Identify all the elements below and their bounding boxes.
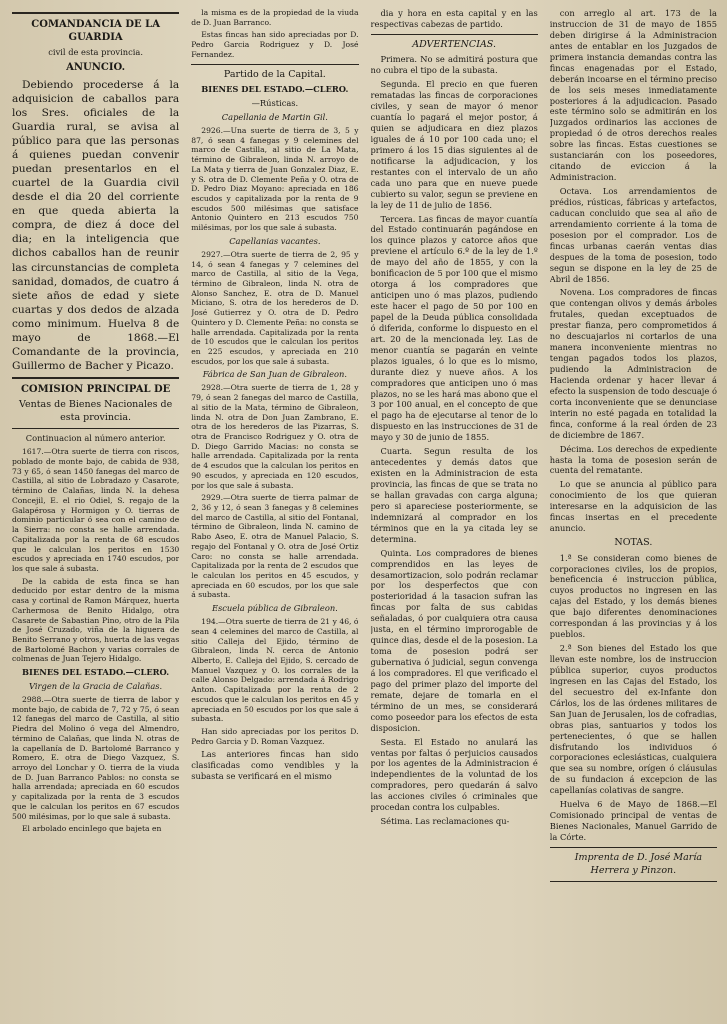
fabrica-title: Fábrica de San Juan de Gibraleon. [202, 369, 348, 380]
final-note: Las anteriores fincas han sido clasificadas como vendibles y la subasta se verificará en el mismo [191, 749, 359, 782]
item-2928: 2928.—Otra suerte de tierra de 1, 28 y 79, ó sean 2 fanegas del marco de Castilla, al sitio de la Mata, término de Gibraleon, linda N. otra de Don Juan Zambrano, E. otra de los herederos de las Pizarras, S. otra de Francisco Rodriguez y O. otra de D. Diego Garrido Macias: no consta se halle arrendada. Capitalizada por la renta de 4 escudos que la calculan los peritos en 90 escudos, y apreciada en 120 escudos, por los que sale á subasta. [191, 383, 359, 490]
capellania-martin-title: Capellania de Martin Gil. [221, 112, 328, 122]
advert-octava: Octava. Los arrendamientos de prédios, rústicas, fábricas y artefactos, caducan concluido que sea al año de arrendamiento corriente á la toma de posesion por el comprador. Los de fincas urbanas caerán ventas dias despues de la toma de posesion, todo segun se dispone en la ley de 25 de Abril de 1856. [549, 186, 717, 284]
comision-title: COMISION PRINCIPAL DE [20, 384, 171, 396]
advert-septima: Sétima. Las reclamaciones qu- [380, 816, 510, 827]
item-2926: 2926.—Una suerte de tierra de 3, 5 y 87, ó sean 4 fanegas y 9 celemines del marco de Castilla, al sitio de La Mata, término de Gibraleon, linda N. arroyo de La Mata y tierra de Juan Gonzalez Diaz, E. y S. otra de D. Clemente Peña y O. otra de D. Pedro Diaz Moyano: apreciada en 186 escudos y capitalizada por la renta de 9 escudos 500 milésimas que satisface Antonio Quintero en 213 escudos 750 milésimas, por los que sale á subasta. [191, 125, 359, 233]
item-194-note: Han sido apreciadas por los peritos D. Pedro Garcia y D. Roman Vazquez. [191, 727, 359, 746]
signature-note: Huelva 6 de Mayo de 1868.—El Comisionado principal de ventas de Bienes Nacionales, Manuel Garrido de la Córte. [549, 799, 717, 843]
advert-cuarta: Cuarta. Segun resulta de los antecedentes y demás datos que existen en la Administracion de esta provincia, las fincas de que se trata no se hallan gravadas con carga alguna; pero si apareciese posteriormente, se indemnizará al comprador en los términos que en la ya citada ley se determina. [370, 446, 538, 544]
divider [12, 377, 179, 379]
rusticas-label: —Rústicas. [251, 98, 299, 109]
continued-text: con arreglo al art. 173 de la instruccion de 31 de mayo de 1855 deben dirigirse á la Administracion antes de entablar en los Juzgados de primera instancia demandas contra las fincas enagenadas por el Estado, deberán incoarse en el término preciso de los seis meses inmediatamente posteriores á la adjudicacion. Pasado este término solo se admitirán en los Juzgados ordinarios las acciones de propiedad ó de otros derechos reales sobre las fincas. Estas cuestiones se sustanciarán con los poseedores, citando de eviccion á la Administracion. [549, 8, 717, 183]
item-2988-note: El arbolado encinIego que bajeta en [22, 824, 162, 834]
column-4 [550, 8, 717, 1018]
column-1 [12, 8, 179, 1018]
item-1617: 1617.—Otra suerte de tierra con riscos, poblado de monte bajo, de cabida de 938, 73 y 65, ó sean 1450 fanegas del marco de Castilla, al sitio de Lobradazo y Casarote, término de Calañas, linda N. la dehesa Concejil, E. el rio Odiel, S. regajo de la Galapérosa y Hormigon y O. tierras de dominio particular ó sea con el camino de la Sierra: no consta se halle arrendada. Capitalizada por la renta de 68 escudos que le calculan los peritos en 1530 escudos y apreciada en 1740 escudos, por los que sale á subasta. [12, 447, 180, 573]
advert-sexta: Sesta. El Estado no anulará las ventas por faltas ó perjuicios causados por los agentes de la Administracion é independientes de la voluntad de los compradores, pero quedarán á salvo las acciones civiles ó criminales que procedan contra los culpables. [370, 736, 538, 813]
advert-segunda: Segunda. El precio en que fueren rematadas las fincas de corporaciones civiles, y sean de mayor ó menor cuantía lo pagará el mejor postor, á quien se adjudicara en diez plazos iguales de á 10 por 100 cada uno; el primero á los 15 dias siguientes al de notificarse la adjudicacion, y los restantes con el intervalo de un año cada uno para que en nueve puede cubierto su valor, segun se previene en la ley de 11 de julio de 1856. [370, 79, 538, 210]
advert-decima: Décima. Los derechos de expediente hasta la toma de posesion serán de cuenta del rematante. [549, 443, 717, 476]
continuacion-note: Continuacion al número anterior. [25, 433, 166, 444]
escuela-title: Escuela pública de Gibraleon. [211, 603, 338, 614]
imprenta-credit: Imprenta de D. José María Herrera y Pinzon. [574, 851, 703, 876]
advert-tercera: Tercera. Las fincas de mayor cuantía del Estado continuarán pagándose en los quince plazos y catorce años que previene el artículo 6.º de la ley de 1.º de mayo del año de 1855, y con la bonificacion de 5 por 100 que el mismo otorga á los compradores que anticipen uno ó mas plazos, pudiendo este hacer el pago de 50 por 100 en papel de la Deuda pública consolidada ó diferida, conforme lo dispuesto en el art. 20 de la mencionada ley. Las de menor cuantía se pagarán en veinte plazos iguales, ó lo que es lo mismo, durante diez y nueve años. A los compradores que anticipen uno ó mas plazos, no se les hará mas abono que el 3 por 100 anual, en el concepto de que el pago ha de ejecutarse al tenor de lo dispuesto en las instrucciones de 31 de mayo y 30 de junio de 1855. [370, 213, 538, 443]
anuncio-text: Debiendo procederse á la adquisicion de caballos para los Sres. oficiales de la Guardia rural, se avisa al público para que las personas á quienes puedan convenir puedan presentarlos en el cuartel de la Guardia civil desde el dia 20 del corriente en que queda abierta la compra, de diez á doce del dia; en la inteligencia que dichos caballos han de reunir las circunstancias de completa sanidad, domados, de cuatro á siete años de edad y siete cuartas y dos dedos de alzada como minimum. Huelva 8 de mayo de 1868.—El Comandante de la provincia, Guillermo de Bacher y Picazo. [12, 78, 180, 373]
continued-text: dia y hora en esta capital y en las respectivas cabezas de partido. [370, 8, 538, 29]
anuncio-title: ANUNCIO. [66, 62, 126, 74]
divider [550, 847, 717, 848]
divider [371, 34, 538, 35]
public-notice: Lo que se anuncia al público para conocimiento de los que quieran interesarse en la adquisicion de las fincas insertas en el precedente anuncio. [549, 479, 717, 534]
capellanias-vacantes-title: Capellanias vacantes. [229, 235, 321, 246]
nota-1: 1.ª Se consideran como bienes de corporaciones civiles, los de propios, beneficencia é instruccion pública, cuyos productos no ingresen en las cajas del Estado, y los demás bienes que bajo diferentes denominaciones correspondan á las provincias y á los pueblos. [549, 552, 717, 640]
appraisers-note: Estas fincas han sido apreciadas por D. Pedro Garcia Rodriguez y D. José Fernandez. [191, 30, 359, 59]
divider [12, 12, 179, 14]
bienes-title: BIENES DEL ESTADO.—CLERO. [201, 84, 349, 95]
item-1617-note: De la cabida de esta finca se han deducido por estar dentro de la misma casa y cortinal de Ramon Márquez, huerta Carhermosa de Benito Hidalgo, otra Casarete de Sabastian Pino, otro de la Pila de José Cruzado, viña de la higuera de Benito Serrano y otros, huerta de las vegas de Bartolomé Bachon y varias corrales de colmenas de Juan Tejero Hidalgo. [12, 576, 180, 664]
comision-subtitle: Ventas de Bienes Nacionales de esta provincia. [19, 399, 173, 423]
column-2 [191, 8, 358, 1018]
advert-novena: Novena. Los compradores de fincas que contengan olivos y demás árboles frutales, quedan exceptuados de prestar fianza, pero comprometidos á no descuajarlos ni cortarlos de una manera inconveniente mientras no tengan pagados todos los plazos, pudiendo la Administracion de Hacienda ordenar y hacer llevar á efecto la suspension de todo descuaje ó corta inconveniente que se denunciase interin no esté pagada en totalidad la finca, conforme á la real órden de 23 de diciembre de 1867. [549, 287, 717, 440]
item-194: 194.—Otra suerte de tierra de 21 y 46, ó sean 4 celemines del marco de Castilla, al sitio Calleja del Ejido, término de Gibraleon, linda N. cerca de Antonio Alberto, E. Calleja del Ejido, S. cercado de Manuel Vazquez y O. los corrales de la calle Alonso Delgado: arrendada á Rodrigo Anton. Capitalizada por la renta de 2 escudos que le calculan los peritos en 45 y apreciada en 50 escudos por los que sale á subasta. [191, 617, 359, 724]
item-2988: 2988.—Otra suerte de tierra de labor y monte bajo, de cabida de 7, 72 y 75, ó sean 12 fanegas del marco de Castilla, al sitio Piedra del Molino ó vega del Almendro, término de Calañas, que linda N. otras de la capellanía de D. Bartolomé Barranco y Romero, E. otra de Diego Vazquez, S. arroyo del Lonchar y O. tierra de la viuda de D. Juan Barranco Pablos: no consta se halla arrendada; apreciada en 60 escudos y capitalizada por la renta de 3 escudos que le calculan los peritos en 67 escudos 500 milésimas, por lo que sale á subasta. [12, 695, 180, 821]
comandancia-subheading: civil de esta provincia. [48, 47, 143, 58]
divider [12, 428, 179, 429]
virgen-title: Virgen de la Gracia de Calañas. [29, 681, 163, 692]
advert-primera: Primera. No se admitirá postura que no cubra el tipo de la subasta. [370, 54, 538, 76]
item-2927: 2927.—Otra suerte de tierra de 2, 95 y 14, ó sean 4 fanegas y 7 celemines del marco de Castilla, al sitio de la Vega, término de Gibraleon, linda N. otra de Alonso Sanchez, E. otra de D. Manuel Miciano, S. otra de los herederos de D. José Gutierrez y O. otra de D. Pedro Quintero y D. Clemente Peña: no consta se halle arrendada. Capitalizada por la renta de 10 escudos que le calculan los peritos en 225 escudos, y apreciada en 210 escudos, por los que sale á subasta. [191, 249, 359, 366]
divider [550, 881, 717, 882]
advert-quinta: Quinta. Los compradores de bienes comprendidos en las leyes de desamortizacion, solo podrán reclamar por los desperfectos que con posterioridad á la tasacion sufran las fincas por falta de sus cabidas señaladas, ó por cualquiera otra causa justa, en el término improrogable de quince dias, desde el de la posesion. La toma de posesion podrá ser gubernativa ó judicial, segun convenga á los compradores. El que verificado el pago del primer plazo del importe del remate, dejare de tomarla en el término de un mes, se considerará como poseedor para los efectos de esta disposicion. [370, 547, 538, 733]
item-2929: 2929.—Otra suerte de tierra palmar de 2, 36 y 12, ó sean 3 fanegas y 8 celemines del marco de Castilla, al sitio del Fontanal, término de Gibraleon, linda N. camino de Rabo Aseo, E. otra de Manuel Palacio, S. regajo del Fontanal y O. otra de José Ortiz Caro: no consta se halle arrendada. Capitalizada por la renta de 2 escudos que le calculan los peritos en 45 escudos, y apreciada en 60 escudos, por los que sale á subasta. [191, 493, 359, 600]
partido-title: Partido de la Capital. [223, 68, 326, 80]
columns [12, 8, 717, 1018]
column-3 [371, 8, 538, 1018]
advertencias-title: ADVERTENCIAS. [412, 38, 496, 50]
comandancia-heading: COMANDANCIA DE LA GUARDIA [31, 19, 160, 44]
bienes-title: BIENES DEL ESTADO.—CLERO. [22, 667, 170, 678]
divider [191, 64, 358, 65]
continued-text: la misma es de la propiedad de la viuda de D. Juan Barranco. [191, 8, 359, 27]
notas-title: NOTAS. [614, 537, 653, 549]
nota-2: 2.ª Son bienes del Estado los que llevan este nombre, los de instruccion pública superior, cuyos productos ingresen en las Cajas del Estado, los del secuestro del ex-Infante don Cárlos, los de las órdenes militares de San Juan de Jerusalen, los de cofradias, obras pias, santuarios y todos los pertenecientes, ó que se hallen disfrutando los individuos ó corporaciones eclesiásticas, cualquiera que sea su nombre, orígen ó cláusulas de su fundacion á excepcion de las capellanías colativas de sangre. [549, 643, 717, 796]
